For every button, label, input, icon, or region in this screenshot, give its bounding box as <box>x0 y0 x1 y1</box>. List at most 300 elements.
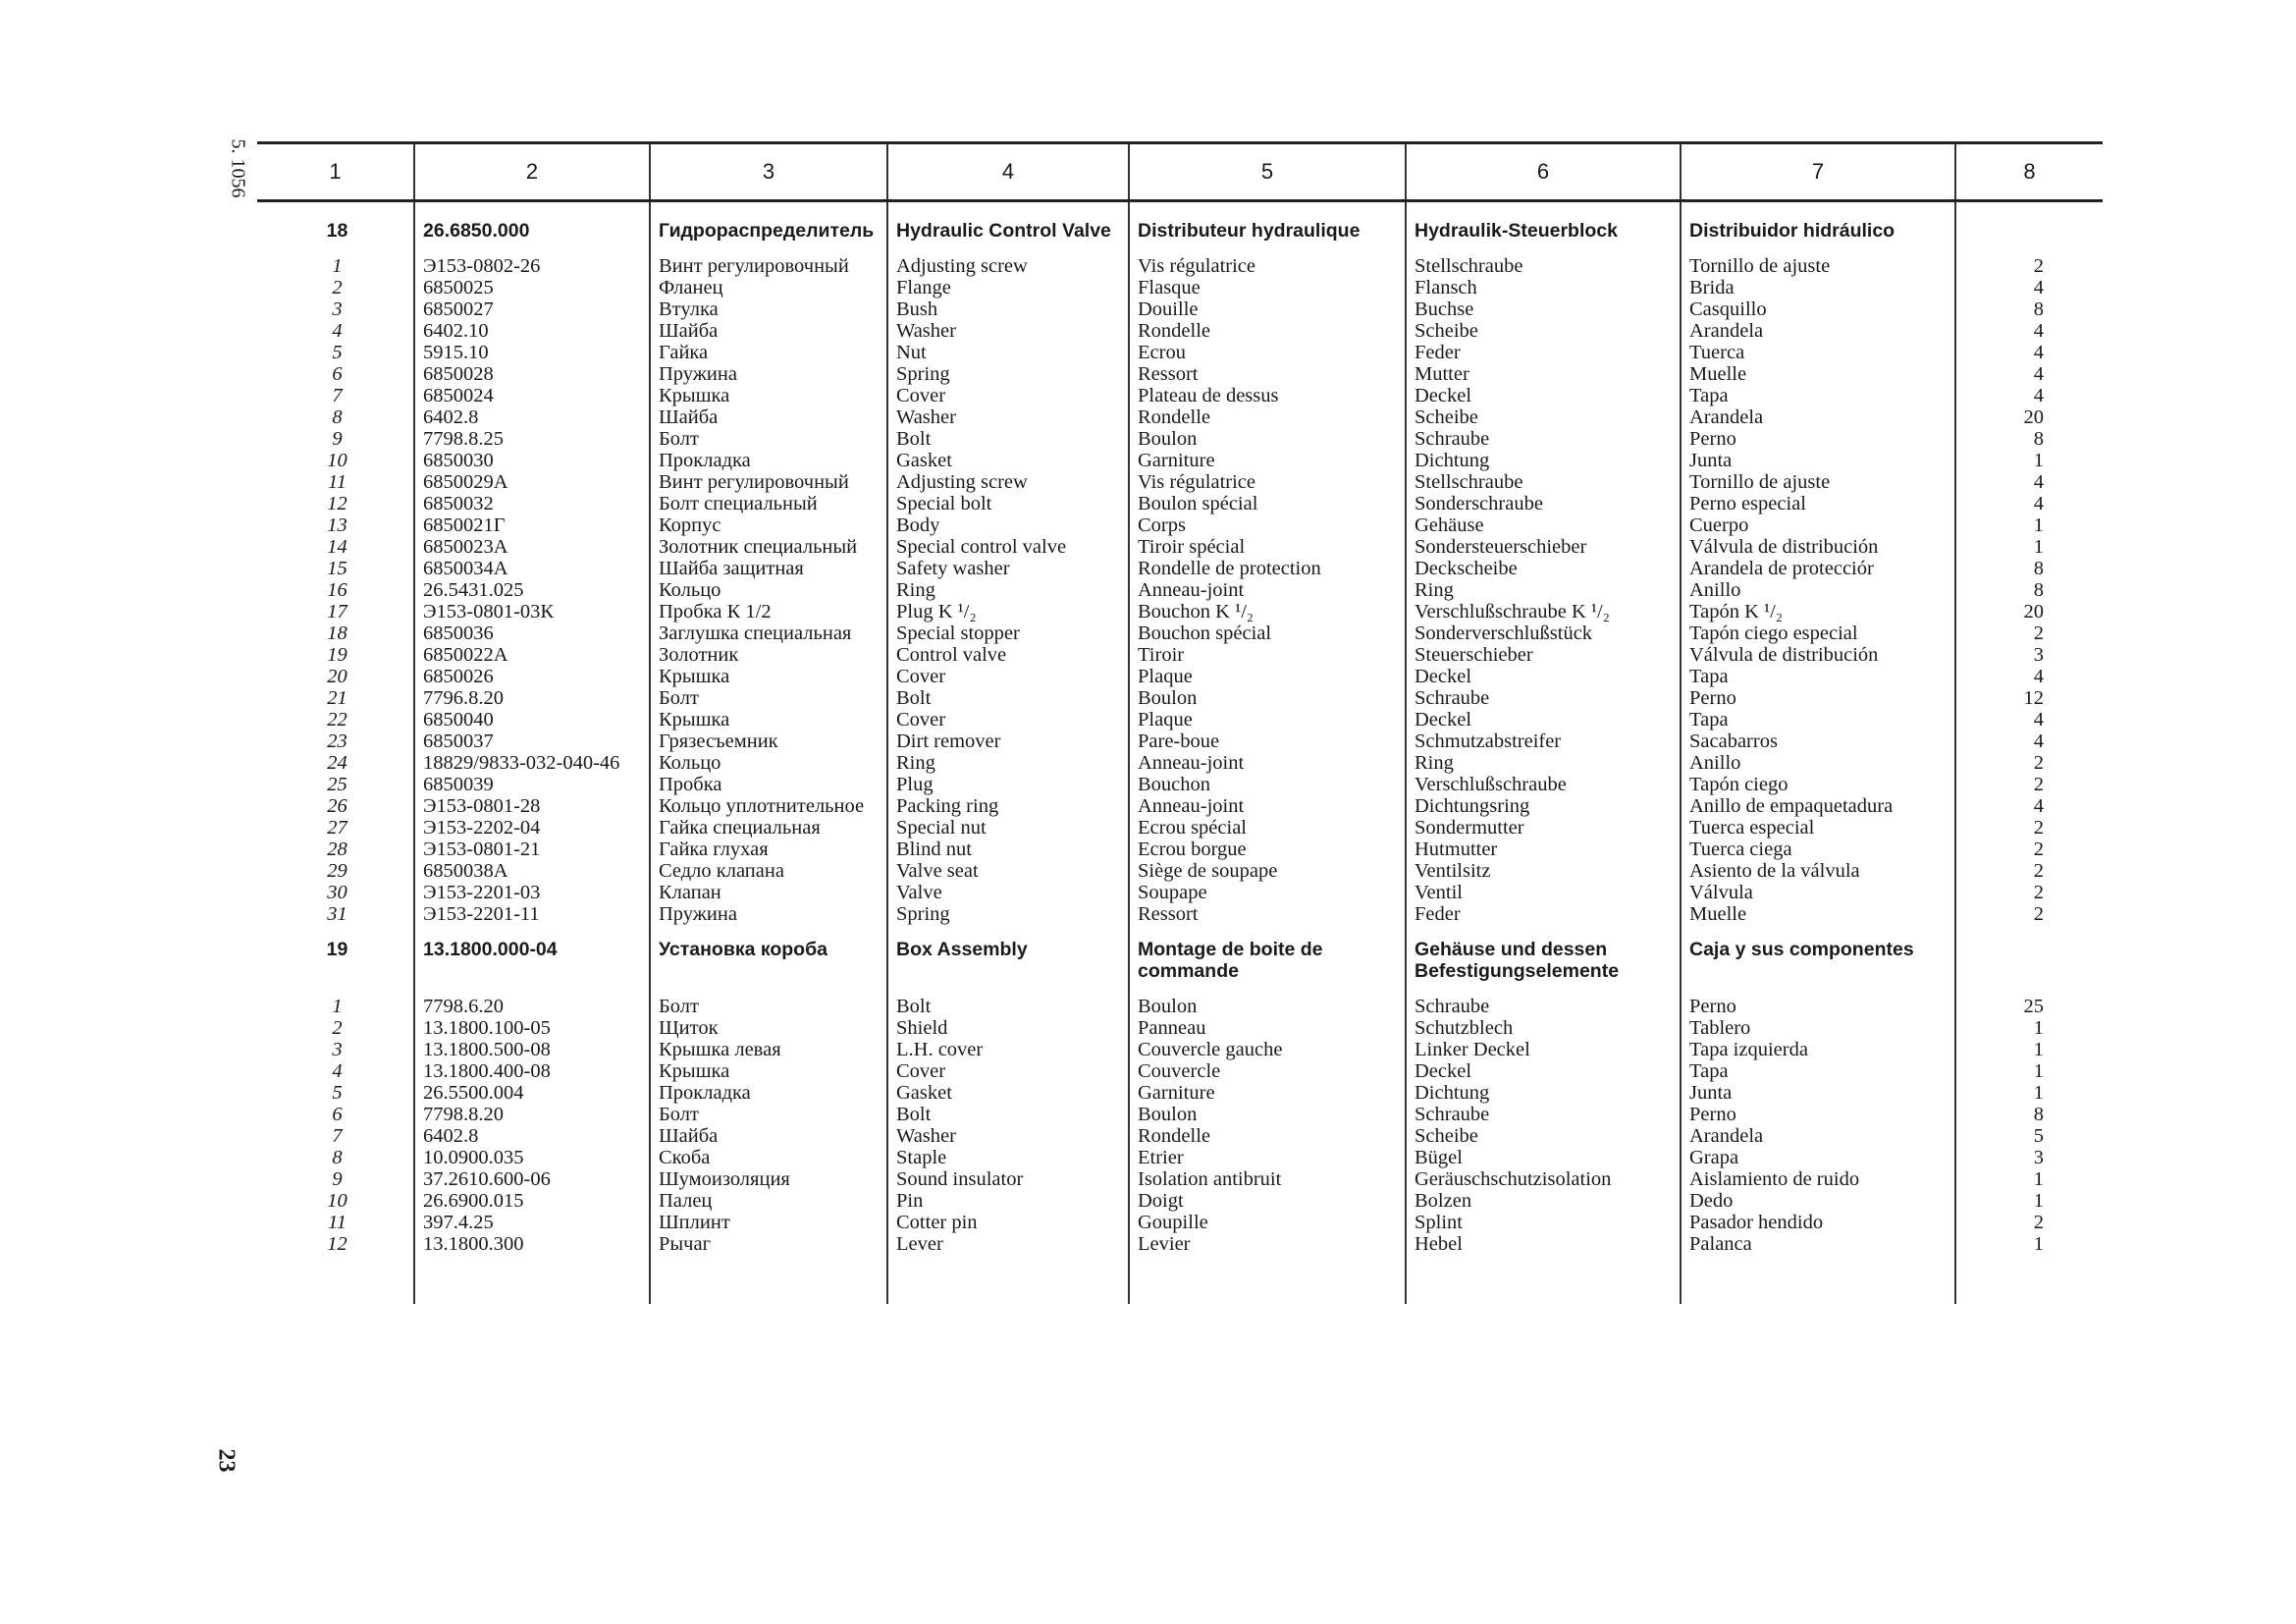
name-german: Verschlußschraube <box>1406 774 1681 795</box>
part-number <box>414 925 650 939</box>
part-number: Э153-0801-21 <box>414 839 650 860</box>
name-french: Vis régulatrice <box>1129 255 1406 277</box>
name-spanish: Casquillo <box>1681 298 1955 320</box>
name-german: Deckel <box>1406 666 1681 687</box>
name-german: Schmutzabstreifer <box>1406 731 1681 752</box>
name-german: Feder <box>1406 342 1681 363</box>
part-number <box>414 242 650 255</box>
name-russian: Щиток <box>650 1017 887 1039</box>
item-number: 13 <box>327 514 347 536</box>
part-number: 6850029A <box>414 471 650 493</box>
item-number: 7 <box>332 1125 343 1147</box>
name-russian: Прокладка <box>650 450 887 471</box>
name-french: Distributeur hydraulique <box>1129 201 1406 243</box>
part-number: 6850038A <box>414 860 650 882</box>
part-number: 7798.8.20 <box>414 1104 650 1125</box>
item-number: 30 <box>327 882 347 903</box>
quantity: 1 <box>1955 1190 2103 1212</box>
part-number: 6850025 <box>414 277 650 298</box>
name-german: Ring <box>1406 752 1681 774</box>
item-number: 5 <box>332 1082 343 1104</box>
part-number <box>414 1255 650 1269</box>
quantity <box>1955 939 2103 982</box>
name-russian: Пробка К 1/2 <box>650 601 887 623</box>
name-german: Sonderverschlußstück <box>1406 623 1681 644</box>
name-russian: Кольцо <box>650 579 887 601</box>
name-english: Spring <box>887 903 1129 925</box>
name-french: Ecrou spécial <box>1129 817 1406 839</box>
name-russian <box>650 242 887 255</box>
name-english: Valve <box>887 882 1129 903</box>
name-english: Cover <box>887 1060 1129 1082</box>
name-english: Adjusting screw <box>887 255 1129 277</box>
table-row <box>257 514 2103 536</box>
name-french: Bouchon <box>1129 774 1406 795</box>
name-english: Washer <box>887 406 1129 428</box>
name-german: Mutter <box>1406 363 1681 385</box>
name-german: Dichtung <box>1406 1082 1681 1104</box>
name-spanish: Perno <box>1681 428 1955 450</box>
name-spanish: Aislamiento de ruido <box>1681 1168 1955 1190</box>
name-russian: Гайка <box>650 342 887 363</box>
name-english <box>887 982 1129 996</box>
quantity: 20 <box>1955 601 2103 623</box>
name-french: Etrier <box>1129 1147 1406 1168</box>
item-number: 20 <box>327 666 347 687</box>
quantity: 2 <box>1955 839 2103 860</box>
name-german: Stellschraube <box>1406 471 1681 493</box>
name-english <box>887 925 1129 939</box>
name-spanish: Asiento de la válvula <box>1681 860 1955 882</box>
header-col-8: 8 <box>1955 143 2103 201</box>
name-french: Levier <box>1129 1233 1406 1255</box>
name-english: Bolt <box>887 996 1129 1017</box>
header-col-3: 3 <box>650 143 887 201</box>
name-french <box>1129 1255 1406 1269</box>
table-row <box>257 1233 2103 1255</box>
table-row <box>257 255 2103 277</box>
name-french: Boulon spécial <box>1129 493 1406 514</box>
name-spanish: Arandela <box>1681 320 1955 342</box>
name-french: Douille <box>1129 298 1406 320</box>
item-number: 6 <box>332 1104 343 1125</box>
name-english: Bolt <box>887 687 1129 709</box>
name-german <box>1406 925 1681 939</box>
item-number: 11 <box>328 1212 347 1233</box>
name-english: Control valve <box>887 644 1129 666</box>
name-english: Ring <box>887 752 1129 774</box>
part-number: 13.1800.300 <box>414 1233 650 1255</box>
table-row <box>257 839 2103 860</box>
part-number: 6402.8 <box>414 1125 650 1147</box>
part-number: Э153-2201-11 <box>414 903 650 925</box>
item-number: 31 <box>327 903 347 925</box>
margin-code: 5. 1056 <box>227 138 249 198</box>
item-number: 19 <box>326 939 348 960</box>
name-german <box>1406 242 1681 255</box>
name-russian: Гайка специальная <box>650 817 887 839</box>
part-number: 13.1800.100-05 <box>414 1017 650 1039</box>
name-spanish: Tornillo de ajuste <box>1681 471 1955 493</box>
part-number: 6402.8 <box>414 406 650 428</box>
item-number: 25 <box>327 774 347 795</box>
part-number: 10.0900.035 <box>414 1147 650 1168</box>
group-heading-row <box>257 939 2103 982</box>
part-number: 18829/9833-032-040-46 <box>414 752 650 774</box>
table-row <box>257 471 2103 493</box>
name-spanish: Tapón K ¹/₂ <box>1681 601 1955 623</box>
name-french: Boulon <box>1129 996 1406 1017</box>
name-spanish: Brida <box>1681 277 1955 298</box>
name-english: Shield <box>887 1017 1129 1039</box>
quantity <box>1955 242 2103 255</box>
name-english: Gasket <box>887 450 1129 471</box>
name-russian: Скоба <box>650 1147 887 1168</box>
table-row <box>257 1190 2103 1212</box>
item-number: 8 <box>332 1147 343 1168</box>
name-french: Pare-boue <box>1129 731 1406 752</box>
name-english: Lever <box>887 1233 1129 1255</box>
part-number <box>414 982 650 996</box>
part-number: 6850022A <box>414 644 650 666</box>
name-spanish: Tapón ciego especial <box>1681 623 1955 644</box>
name-english: Bolt <box>887 428 1129 450</box>
name-french <box>1129 982 1406 996</box>
name-russian <box>650 925 887 939</box>
name-french: Corps <box>1129 514 1406 536</box>
name-german: Schraube <box>1406 1104 1681 1125</box>
table-row <box>257 623 2103 644</box>
quantity: 5 <box>1955 1125 2103 1147</box>
name-german: Deckel <box>1406 1060 1681 1082</box>
item-number: 18 <box>327 623 347 644</box>
name-french: Couvercle <box>1129 1060 1406 1082</box>
name-german: Sondermutter <box>1406 817 1681 839</box>
name-german: Schraube <box>1406 428 1681 450</box>
quantity: 2 <box>1955 903 2103 925</box>
name-russian: Корпус <box>650 514 887 536</box>
table-row <box>257 882 2103 903</box>
name-english: Washer <box>887 320 1129 342</box>
name-german: Scheibe <box>1406 320 1681 342</box>
table-row <box>257 558 2103 579</box>
name-german: Gehäuse <box>1406 514 1681 536</box>
item-number: 11 <box>328 471 347 493</box>
table-row <box>257 493 2103 514</box>
name-german: Sonderschraube <box>1406 493 1681 514</box>
quantity: 8 <box>1955 558 2103 579</box>
part-number: 7798.6.20 <box>414 996 650 1017</box>
table-row <box>257 1212 2103 1233</box>
name-french <box>1129 242 1406 255</box>
name-english: Hydraulic Control Valve <box>887 201 1129 243</box>
item-number: 1 <box>332 255 343 277</box>
quantity: 4 <box>1955 666 2103 687</box>
item-number: 1 <box>332 996 343 1017</box>
part-number: 6850026 <box>414 666 650 687</box>
name-spanish: Dedo <box>1681 1190 1955 1212</box>
name-english: Nut <box>887 342 1129 363</box>
part-number: 26.5500.004 <box>414 1082 650 1104</box>
name-russian: Клапан <box>650 882 887 903</box>
name-french: Flasque <box>1129 277 1406 298</box>
name-english: Staple <box>887 1147 1129 1168</box>
name-spanish: Tuerca especial <box>1681 817 1955 839</box>
name-russian: Рычаг <box>650 1233 887 1255</box>
quantity <box>1955 201 2103 243</box>
part-number: 37.2610.600-06 <box>414 1168 650 1190</box>
name-english: Body <box>887 514 1129 536</box>
quantity: 2 <box>1955 860 2103 882</box>
part-number: 13.1800.000-04 <box>414 939 650 982</box>
name-russian: Золотник специальный <box>650 536 887 558</box>
item-number: 3 <box>332 298 343 320</box>
quantity: 2 <box>1955 255 2103 277</box>
name-spanish: Tapa izquierda <box>1681 1039 1955 1060</box>
part-number: 13.1800.400-08 <box>414 1060 650 1082</box>
name-french: Ressort <box>1129 903 1406 925</box>
name-german <box>1406 1269 1681 1304</box>
item-number: 4 <box>332 320 343 342</box>
name-french: Panneau <box>1129 1017 1406 1039</box>
table-row <box>257 1039 2103 1060</box>
quantity: 1 <box>1955 536 2103 558</box>
page-number: 23 <box>213 1448 240 1473</box>
quantity: 1 <box>1955 1168 2103 1190</box>
name-french: Plaque <box>1129 666 1406 687</box>
name-spanish: Arandela <box>1681 406 1955 428</box>
quantity: 1 <box>1955 1060 2103 1082</box>
name-russian: Грязесъемник <box>650 731 887 752</box>
name-french: Plateau de dessus <box>1129 385 1406 406</box>
name-russian: Винт регулировочный <box>650 471 887 493</box>
name-french: Soupape <box>1129 882 1406 903</box>
spacer-row <box>257 1255 2103 1269</box>
table-header <box>257 143 2103 201</box>
quantity: 8 <box>1955 579 2103 601</box>
item-number: 18 <box>326 220 348 242</box>
name-french: Boulon <box>1129 428 1406 450</box>
name-french: Anneau-joint <box>1129 795 1406 817</box>
name-english: Blind nut <box>887 839 1129 860</box>
part-number: 6850034A <box>414 558 650 579</box>
table-row <box>257 752 2103 774</box>
name-russian: Золотник <box>650 644 887 666</box>
name-french <box>1129 1269 1406 1304</box>
name-german: Scheibe <box>1406 406 1681 428</box>
header-col-4: 4 <box>887 143 1129 201</box>
name-german: Hydraulik-Steuerblock <box>1406 201 1681 243</box>
table-row <box>257 1147 2103 1168</box>
item-number: 10 <box>327 450 347 471</box>
spacer-row <box>257 242 2103 255</box>
name-french: Vis régulatrice <box>1129 471 1406 493</box>
name-german: Ring <box>1406 579 1681 601</box>
name-spanish: Tapa <box>1681 1060 1955 1082</box>
name-french: Rondelle <box>1129 320 1406 342</box>
quantity: 2 <box>1955 1212 2103 1233</box>
table-row <box>257 406 2103 428</box>
name-spanish: Muelle <box>1681 363 1955 385</box>
name-german: Scheibe <box>1406 1125 1681 1147</box>
item-number: 5 <box>332 342 343 363</box>
name-english: Plug <box>887 774 1129 795</box>
name-russian: Шумоизоляция <box>650 1168 887 1190</box>
name-german: Deckel <box>1406 709 1681 731</box>
name-english: Washer <box>887 1125 1129 1147</box>
name-spanish <box>1681 1255 1955 1269</box>
table-row <box>257 277 2103 298</box>
part-number: 6850040 <box>414 709 650 731</box>
item-number: 26 <box>327 795 347 817</box>
item-number <box>257 982 414 996</box>
table-row <box>257 644 2103 666</box>
name-spanish: Perno <box>1681 1104 1955 1125</box>
name-russian: Крышка <box>650 1060 887 1082</box>
table-row <box>257 385 2103 406</box>
item-number: 8 <box>332 406 343 428</box>
name-russian: Крышка <box>650 666 887 687</box>
name-french <box>1129 925 1406 939</box>
name-spanish: Tapón ciego <box>1681 774 1955 795</box>
item-number: 28 <box>327 839 347 860</box>
name-english: Sound insulator <box>887 1168 1129 1190</box>
name-french: Bouchon K ¹/₂ <box>1129 601 1406 623</box>
name-french: Isolation antibruit <box>1129 1168 1406 1190</box>
name-spanish: Válvula de distribución <box>1681 536 1955 558</box>
name-spanish <box>1681 1269 1955 1304</box>
name-russian: Установка короба <box>650 939 887 982</box>
name-russian: Крышка <box>650 385 887 406</box>
table-row <box>257 1082 2103 1104</box>
name-french: Rondelle <box>1129 1125 1406 1147</box>
name-german: Ventilsitz <box>1406 860 1681 882</box>
item-number: 4 <box>332 1060 343 1082</box>
quantity: 2 <box>1955 774 2103 795</box>
table-row <box>257 709 2103 731</box>
name-spanish: Sacabarros <box>1681 731 1955 752</box>
table-row <box>257 996 2103 1017</box>
item-number <box>257 242 414 255</box>
quantity: 8 <box>1955 298 2103 320</box>
name-french: Siège de soupape <box>1129 860 1406 882</box>
name-russian: Кольцо <box>650 752 887 774</box>
quantity: 2 <box>1955 752 2103 774</box>
name-german: Ventil <box>1406 882 1681 903</box>
name-french: Anneau-joint <box>1129 579 1406 601</box>
quantity: 4 <box>1955 493 2103 514</box>
name-russian: Прокладка <box>650 1082 887 1104</box>
name-spanish: Cuerpo <box>1681 514 1955 536</box>
name-french: Doigt <box>1129 1190 1406 1212</box>
quantity: 1 <box>1955 450 2103 471</box>
name-spanish: Palanca <box>1681 1233 1955 1255</box>
name-russian <box>650 1255 887 1269</box>
spacer-row <box>257 925 2103 939</box>
quantity: 4 <box>1955 363 2103 385</box>
name-russian: Заглушка специальная <box>650 623 887 644</box>
name-spanish: Anillo <box>1681 752 1955 774</box>
name-russian: Пробка <box>650 774 887 795</box>
name-german: Schraube <box>1406 687 1681 709</box>
name-russian: Болт <box>650 687 887 709</box>
name-french: Tiroir <box>1129 644 1406 666</box>
name-russian: Пружина <box>650 363 887 385</box>
name-spanish: Tablero <box>1681 1017 1955 1039</box>
name-english: Box Assembly <box>887 939 1129 982</box>
item-number: 24 <box>327 752 347 774</box>
quantity: 1 <box>1955 514 2103 536</box>
name-russian: Гидрораспределитель <box>650 201 887 243</box>
name-english: Packing ring <box>887 795 1129 817</box>
name-english: Plug K ¹/₂ <box>887 601 1129 623</box>
table-row <box>257 428 2103 450</box>
name-german: Deckscheibe <box>1406 558 1681 579</box>
name-russian: Крышка <box>650 709 887 731</box>
table-row <box>257 579 2103 601</box>
table-row <box>257 342 2103 363</box>
name-spanish: Anillo de empaquetadura <box>1681 795 1955 817</box>
name-german: Splint <box>1406 1212 1681 1233</box>
part-number <box>414 1269 650 1304</box>
name-french: Ecrou borgue <box>1129 839 1406 860</box>
name-spanish: Arandela de protecciór <box>1681 558 1955 579</box>
part-number: 6850039 <box>414 774 650 795</box>
table-row <box>257 363 2103 385</box>
name-french: Anneau-joint <box>1129 752 1406 774</box>
item-number: 10 <box>327 1190 347 1212</box>
name-spanish: Tuerca ciega <box>1681 839 1955 860</box>
header-col-6: 6 <box>1406 143 1681 201</box>
part-number: 26.6850.000 <box>414 201 650 243</box>
quantity <box>1955 1255 2103 1269</box>
name-english <box>887 1255 1129 1269</box>
name-russian: Болт <box>650 1104 887 1125</box>
name-spanish: Grapa <box>1681 1147 1955 1168</box>
name-english: Special control valve <box>887 536 1129 558</box>
name-russian: Болт специальный <box>650 493 887 514</box>
item-number: 3 <box>332 1039 343 1060</box>
name-russian: Шайба защитная <box>650 558 887 579</box>
name-german: Dichtungsring <box>1406 795 1681 817</box>
table-row <box>257 298 2103 320</box>
name-french: Tiroir spécial <box>1129 536 1406 558</box>
name-german: Stellschraube <box>1406 255 1681 277</box>
name-russian: Палец <box>650 1190 887 1212</box>
name-russian: Шайба <box>650 406 887 428</box>
item-number: 7 <box>332 385 343 406</box>
name-german: Dichtung <box>1406 450 1681 471</box>
name-french: Boulon <box>1129 687 1406 709</box>
name-english: Adjusting screw <box>887 471 1129 493</box>
name-french: Couvercle gauche <box>1129 1039 1406 1060</box>
name-english: L.H. cover <box>887 1039 1129 1060</box>
part-number: 13.1800.500-08 <box>414 1039 650 1060</box>
part-number: Э153-2201-03 <box>414 882 650 903</box>
table-row <box>257 1017 2103 1039</box>
part-number: Э153-0801-03К <box>414 601 650 623</box>
table-row <box>257 1104 2103 1125</box>
quantity: 3 <box>1955 644 2103 666</box>
table-row <box>257 1168 2103 1190</box>
name-german: Deckel <box>1406 385 1681 406</box>
item-number: 22 <box>327 709 347 731</box>
header-col-5: 5 <box>1129 143 1406 201</box>
quantity <box>1955 925 2103 939</box>
part-number: 6850036 <box>414 623 650 644</box>
name-french: Rondelle <box>1129 406 1406 428</box>
quantity: 8 <box>1955 428 2103 450</box>
